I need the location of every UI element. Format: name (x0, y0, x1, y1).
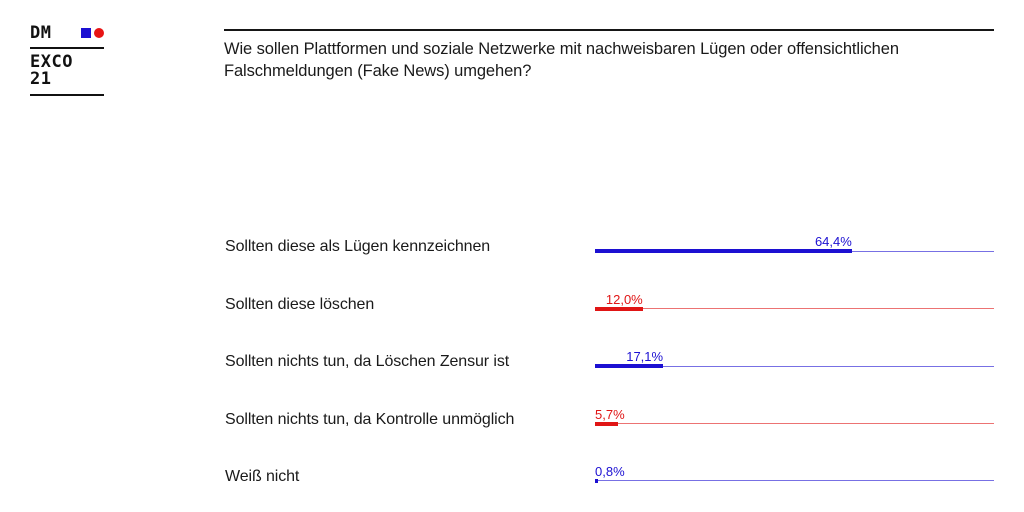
category-label: Sollten diese als Lügen kennzeichnen (225, 238, 491, 256)
question-text: Wie sollen Plattformen und soziale Netzwerke mit nachweisbaren Lügen oder offensichtlichen Falschmeldungen (Fake News) umgehen? (224, 40, 899, 80)
bar-fill (595, 422, 618, 426)
bar-fill (595, 307, 643, 311)
question-block (224, 29, 994, 82)
value-label: 5,7% (595, 406, 625, 422)
bar-fill (595, 479, 598, 483)
bar-track (595, 308, 994, 309)
logo-text-exco: EXCO 21 (30, 52, 73, 89)
logo-square-icon (81, 28, 91, 38)
value-label: 17,1% (626, 349, 664, 365)
category-label: Sollten nichts tun, da Löschen Zensur ist (225, 353, 510, 371)
bar (595, 406, 994, 426)
bar-track (595, 480, 994, 481)
bar (595, 291, 994, 311)
value-label: 64,4% (814, 234, 852, 250)
header-rule (224, 29, 994, 31)
chart-row (225, 372, 994, 429)
logo-divider (30, 94, 104, 96)
bar (595, 463, 994, 483)
logo-marks (81, 28, 104, 38)
value-label: 12,0% (605, 291, 643, 307)
category-label: Sollten nichts tun, da Kontrolle unmöglich (225, 410, 515, 428)
bar-fill (595, 364, 663, 368)
value-label: 0,8% (595, 463, 625, 479)
chart-row (225, 257, 994, 314)
chart-row (225, 430, 994, 487)
bar-chart (225, 200, 994, 487)
logo-text-dm: DM (30, 23, 52, 43)
bar (595, 234, 994, 253)
logo-top-row (30, 25, 104, 41)
logo-circle-icon (94, 28, 104, 38)
category-label: Weiß nicht (225, 467, 300, 485)
category-label: Sollten diese löschen (225, 295, 375, 313)
bar-track (595, 423, 994, 424)
chart-row (225, 315, 994, 372)
bar (595, 349, 994, 368)
bar-fill (595, 249, 852, 253)
chart-row (225, 200, 994, 257)
chart-rows (225, 200, 994, 487)
logo-divider (30, 47, 104, 49)
dmexco-logo (30, 25, 104, 96)
